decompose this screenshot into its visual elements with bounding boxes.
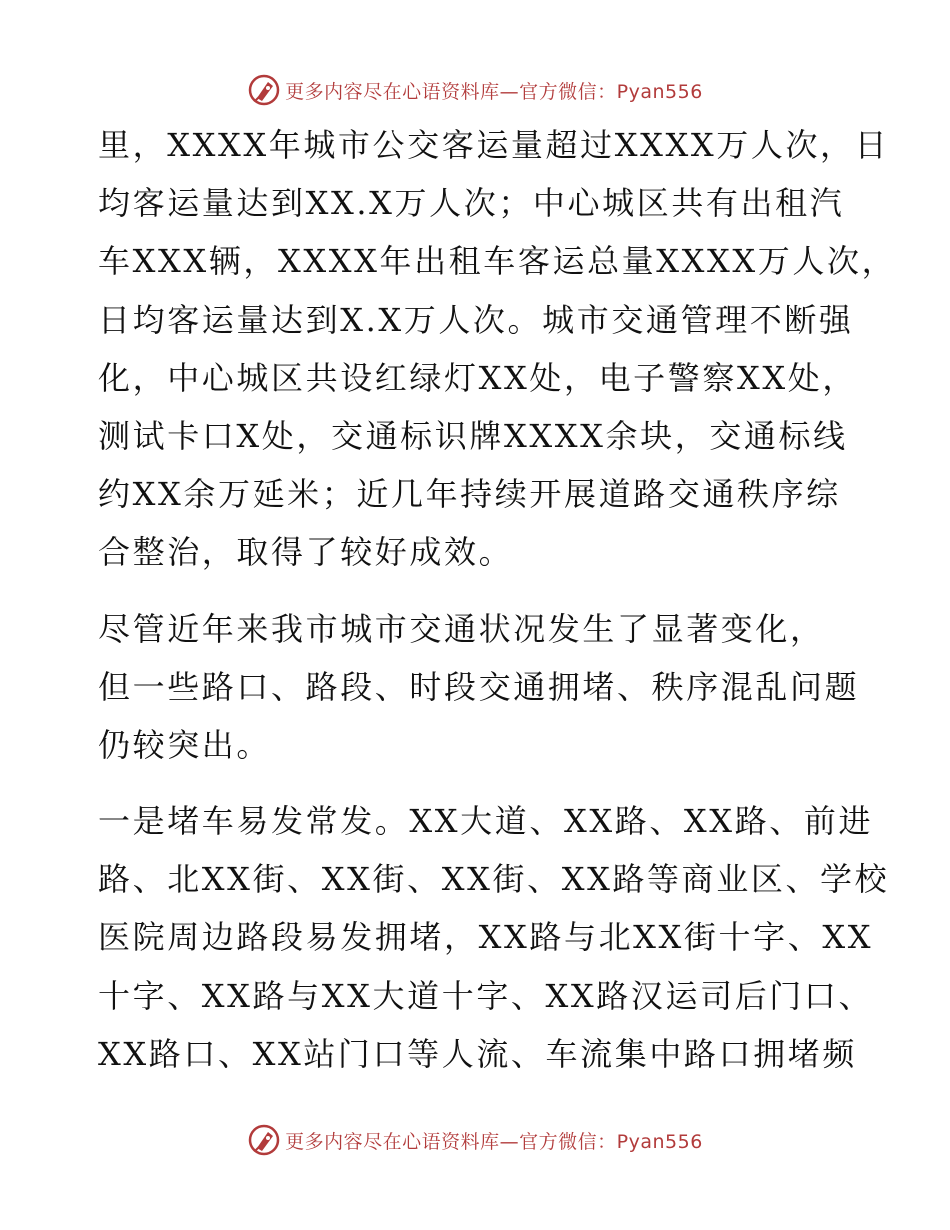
- footer-banner-text: 更多内容尽在心语资料库—官方微信：Pyan556: [285, 1130, 703, 1153]
- text-line: 日均客运量达到X.X万人次。城市交通管理不断强: [98, 300, 854, 339]
- paragraph-1: [98, 116, 896, 582]
- text-line: 医院周边路段易发拥堵，XX路与北XX街十字、XX: [98, 918, 874, 957]
- text-line: 仍较突出。: [98, 726, 272, 765]
- text-line: 均客运量达到XX.X万人次；中心城区共有出租汽: [98, 184, 845, 223]
- pen-nib-logo-icon: [247, 73, 281, 107]
- text-line: 里，XXXX年城市公交客运量超过XXXX万人次，日: [98, 126, 890, 164]
- text-line: 一是堵车易发常发。XX大道、XX路、XX路、前进: [98, 802, 874, 840]
- text-line: 合整治，取得了较好成效。: [98, 533, 514, 572]
- paragraph-2: [98, 600, 859, 775]
- text-line: 路、北XX街、XX街、XX街、XX路等商业区、学校: [98, 860, 890, 899]
- text-line: 测试卡口X处，交通标识牌XXXX余块，交通标线: [98, 416, 848, 455]
- paragraph-3: [98, 792, 889, 1083]
- text-line: 约XX余万延米；近几年持续开展道路交通秩序综: [98, 475, 841, 514]
- footer-banner: [0, 1118, 950, 1162]
- text-line: XX路口、XX站门口等人流、车流集中路口拥堵频: [98, 1034, 857, 1073]
- header-banner: [0, 68, 950, 112]
- text-line: 车XXX辆，XXXX年出租车客运总量XXXX万人次，: [98, 242, 897, 281]
- text-line: 但一些路口、路段、时段交通拥堵、秩序混乱问题: [98, 668, 860, 707]
- pen-nib-logo-icon: [247, 1123, 281, 1157]
- text-line: 化，中心城区共设红绿灯XX处，电子警察XX处，: [98, 358, 857, 397]
- text-line: 尽管近年来我市城市交通状况发生了显著变化，: [98, 610, 825, 648]
- header-banner-text: 更多内容尽在心语资料库—官方微信：Pyan556: [285, 80, 703, 103]
- text-line: 十字、XX路与XX大道十字、XX路汉运司后门口、: [98, 976, 874, 1015]
